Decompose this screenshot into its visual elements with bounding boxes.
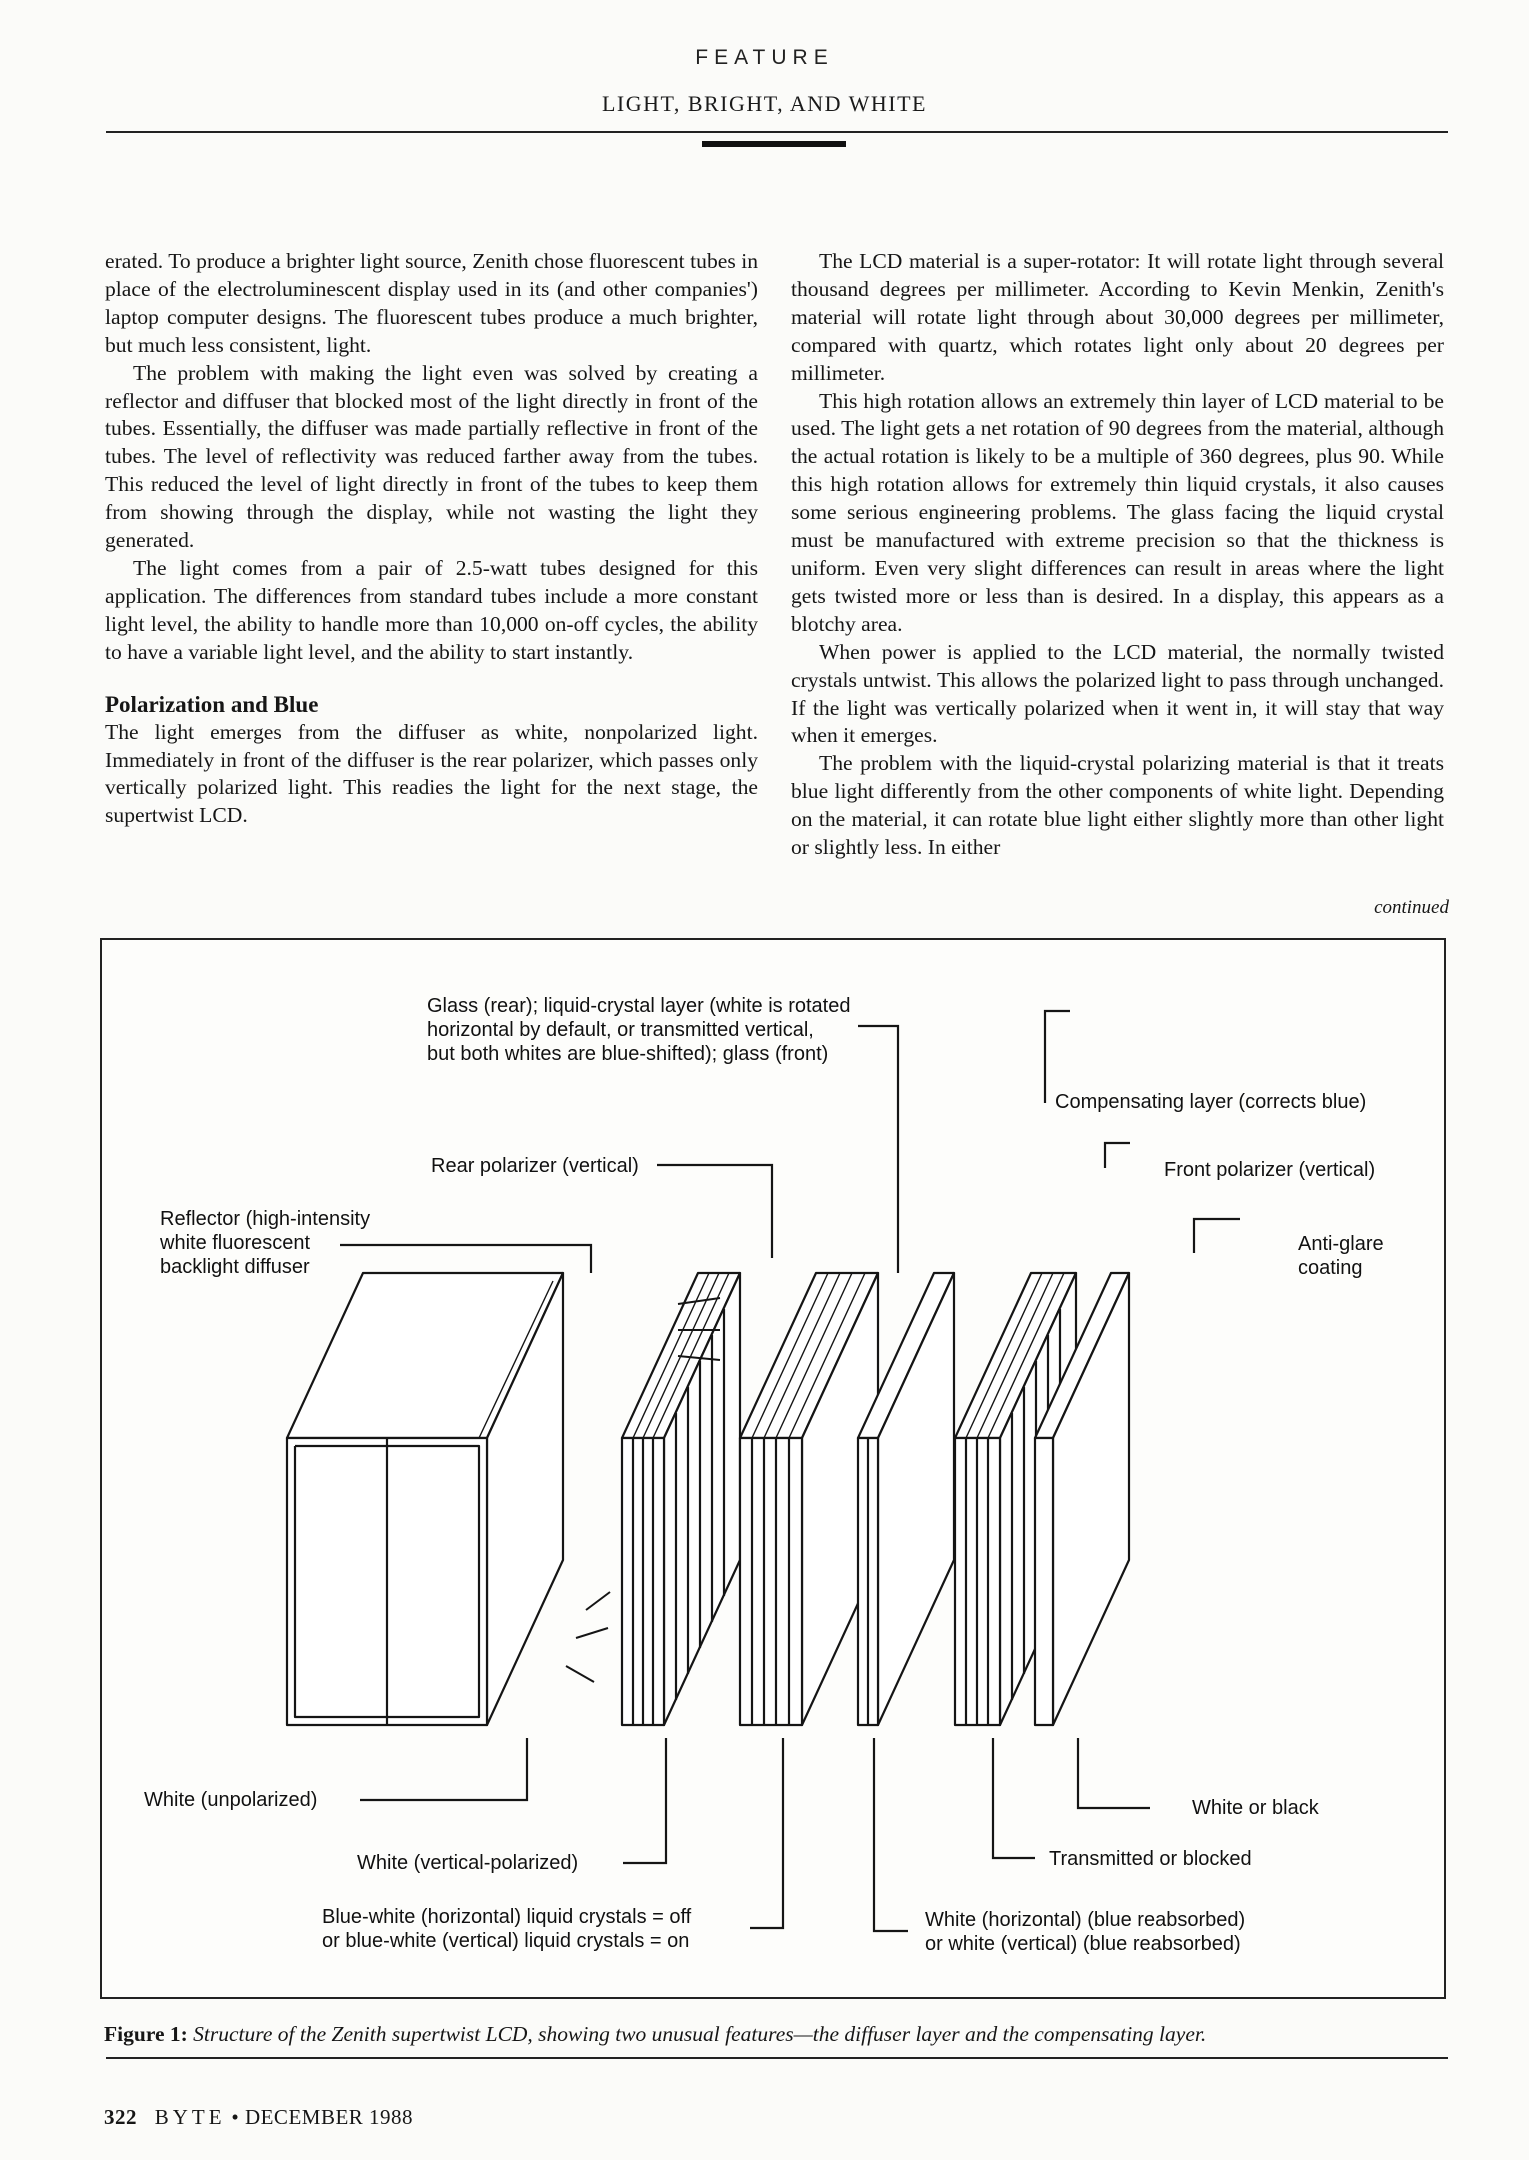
magazine-name: BYTE — [154, 2105, 226, 2129]
paragraph: The light comes from a pair of 2.5-watt tubes designed for this application. The differences from standard tubes include a more constant light level, the ability to handle more than 10,000 on-off cycles, the ability to have a variable light level, and the ability to start instantly. — [105, 555, 758, 664]
running-title: LIGHT, BRIGHT, AND WHITE — [601, 91, 927, 116]
label-compensating-layer: Compensating layer (corrects blue) — [1055, 1091, 1367, 1113]
paragraph: The light emerges from the diffuser as white, nonpolarized light. Immediately in front of the diffuser is the rear polarizer, which passes only vertically polarized light. This readies the light for the next stage, the supertwist LCD. — [105, 719, 758, 828]
footer-separator: • — [231, 2105, 240, 2129]
label-reflector: Reflector (high-intensity white fluorescent backlight diffuser — [160, 1208, 371, 1278]
label-glass: Glass (rear); liquid-crystal layer (white is rotated horizontal by default, or transmitted vertical, but both whites are blue-shifted); glass (front) — [427, 995, 851, 1065]
label-transmitted: Transmitted or blocked — [1049, 1848, 1252, 1870]
right-column — [791, 248, 1444, 862]
page-footer — [104, 2105, 413, 2130]
paragraph: The LCD material is a super-rotator: It will rotate light through several thousand degrees per millimeter. According to Kevin Menkin, Zenith's material will rotate light through about 30,000 degrees per millimeter, compared with quartz, which rotates light only about 20 degrees per millimeter. — [791, 249, 1444, 385]
section-heading: Polarization and Blue — [105, 691, 319, 717]
paragraph: The problem with the liquid-crystal polarizing material is that it treats blue light differently from the other components of white light. Depending on the material, it can rotate blue light either slightly more than other light or slightly less. In either — [791, 751, 1444, 860]
label-white-unpolarized: White (unpolarized) — [144, 1789, 318, 1811]
issue-date: DECEMBER 1988 — [244, 2105, 414, 2129]
label-front-polarizer: Front polarizer (vertical) — [1164, 1159, 1376, 1181]
rear-polarizer-slab — [622, 1273, 740, 1725]
caption-label: Figure 1: — [104, 2022, 188, 2046]
caption-text: Structure of the Zenith supertwist LCD, showing two unusual features—the diffuser layer and the compensating layer. — [193, 2022, 1207, 2046]
figure-caption — [104, 2020, 1444, 2048]
footer-rule — [106, 2057, 1448, 2059]
paragraph: When power is applied to the LCD material, the normally twisted crystals untwist. This allows the polarized light to pass through unchanged. If the light was vertically polarized when it went in, it will stay that way when it emerges. — [791, 639, 1444, 748]
label-anti-glare: Anti-glare coating — [1298, 1233, 1384, 1279]
left-column — [105, 248, 758, 830]
label-rear-polarizer: Rear polarizer (vertical) — [431, 1155, 639, 1177]
header-rule-tab — [702, 141, 846, 147]
label-blue-white: Blue-white (horizontal) liquid crystals = off or blue-white (vertical) liquid crystals = on — [322, 1906, 692, 1952]
paragraph: This high rotation allows an extremely thin layer of LCD material to be used. The light gets a net rotation of 90 degrees from the material, although the actual rotation is likely to be a multiple of 360 degrees, plus 90. While this high rotation allows for extremely thin liquid crystals, it also causes some serious engineering problems. The glass facing the liquid crystal must be manufactured with extreme precision so that the thickness is uniform. Even very slight differences can result in areas where the light gets twisted more or less than is desired. In a display, this appears as a blotchy area. — [791, 388, 1444, 636]
diffuser-block — [287, 1273, 563, 1725]
paragraph: The problem with making the light even was solved by creating a reflector and diffuser that blocked most of the light directly in front of the tubes. Essentially, the diffuser was made partially reflective in front of the tubes. The level of reflectivity was reduced farther away from the tubes. This reduced the level of light directly in front of the tubes to keep them from showing through the display, while not wasting the light they generated. — [105, 360, 758, 553]
header-rule — [106, 131, 1448, 133]
section-kicker: FEATURE — [695, 46, 834, 69]
page-number: 322 — [104, 2105, 137, 2129]
continued-note: continued — [1374, 897, 1449, 918]
label-white-vertical: White (vertical-polarized) — [357, 1852, 579, 1874]
paragraph: erated. To produce a brighter light source, Zenith chose fluorescent tubes in place of the electroluminescent display used in its (and other companies') laptop computer designs. The fluorescent tubes produce a much brighter, but much less consistent, light. — [105, 249, 758, 357]
label-white-or-black: White or black — [1192, 1797, 1319, 1819]
label-white-horizontal: White (horizontal) (blue reabsorbed) or white (vertical) (blue reabsorbed) — [925, 1909, 1246, 1955]
